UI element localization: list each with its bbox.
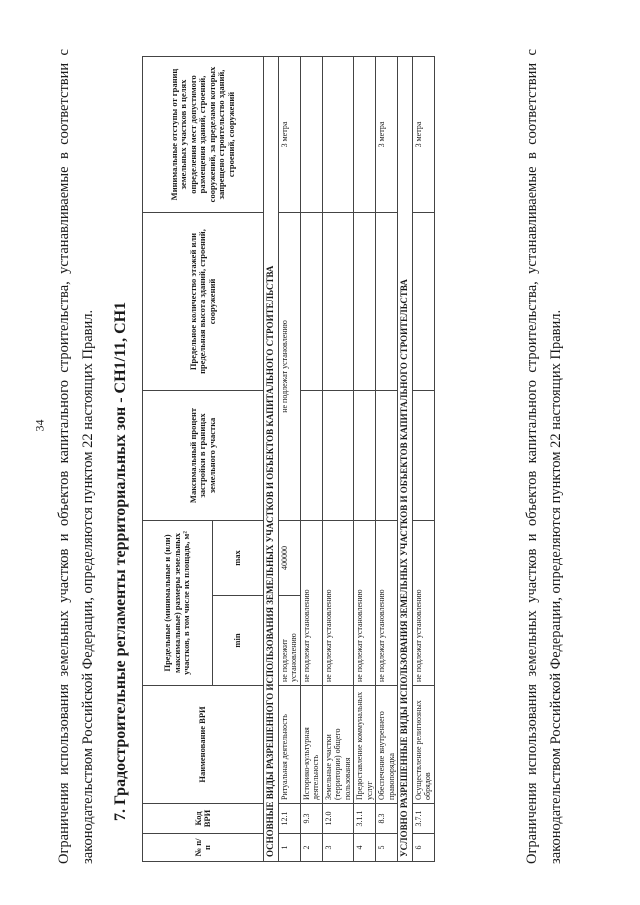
row-min: не подлежат установлению (300, 521, 322, 686)
header-percent: Максимальный процент застройки в границах земельного участка (143, 391, 264, 521)
row-num: 2 (300, 834, 322, 862)
header-setback: Минимальные отступы от границ земельных участков в целях определения мест допустимого размещения зданий, строений, сооружений, за пределами которых запрещено строительство зданий, строений, сооружений (143, 57, 264, 213)
row-code: 12.1 (278, 804, 300, 834)
table-row (300, 57, 322, 862)
row-percent (300, 391, 322, 521)
row-floors (322, 213, 354, 391)
row-min: не подлежит установлению (278, 596, 300, 686)
rotated-page-content (40, 36, 620, 876)
row-name: Историко-культурная деятельность (300, 686, 322, 804)
header-floors: Предельное количество этажей или предельная высота зданий, строений, сооружений (143, 213, 264, 391)
header-size: Предельные (минимальные и (или) максимальные) размеры земельных участков, в том числе их площадь, м² (143, 521, 213, 686)
row-name: Предоставление коммунальных услуг (354, 686, 376, 804)
table-row (376, 57, 398, 862)
closing-paragraph: Ограничения использования земельных участков и объектов капитального строительства, устанавливаемые в соответствии с законодательством Российской Федерации, определяются пунктом 22 настоящих Правил. (524, 49, 564, 864)
row-name: Земельные участки (территории) общего пользования (322, 686, 354, 804)
section-heading: 7. Градостроительные регламенты территориальных зон - СН1/11, СН1 (112, 301, 129, 821)
row-setback (322, 57, 354, 213)
row-floors (300, 213, 322, 391)
row-num: 1 (278, 834, 300, 862)
row-max: 400000 (278, 521, 300, 596)
table-row (278, 57, 300, 862)
row-percent (376, 391, 398, 521)
table-row (354, 57, 376, 862)
row-percent (322, 391, 354, 521)
header-code: Код ВРИ (143, 804, 264, 834)
row-code: 8.3 (376, 804, 398, 834)
header-num: № п/п (143, 834, 264, 862)
row-setback (300, 57, 322, 213)
table-row (322, 57, 354, 862)
row-code: 3.7.1 (412, 804, 434, 834)
row-min: не подлежат установлению (322, 521, 354, 686)
row-floors (354, 213, 376, 391)
row-percent-floors: не подлежат установлению (278, 213, 300, 521)
row-min: не подлежат установлению (412, 521, 434, 686)
row-setback: 3 метра (376, 57, 398, 213)
row-setback: 3 метра (278, 57, 300, 213)
row-num: 6 (412, 834, 434, 862)
row-min: не подлежат установлению (376, 521, 398, 686)
row-code: 9.3 (300, 804, 322, 834)
row-percent (354, 391, 376, 521)
section-conditional-title: УСЛОВНО РАЗРЕШЕННЫЕ ВИДЫ ИСПОЛЬЗОВАНИЯ ЗЕМЕЛЬНЫХ УЧАСТКОВ И ОБЪЕКТОВ КАПИТАЛЬНОГО СТРОИТЕЛЬСТВА (398, 57, 413, 862)
row-name: Обеспечение внутреннего правопорядка (376, 686, 398, 804)
row-code: 12.0 (322, 804, 354, 834)
header-name: Наименование ВРИ (143, 686, 264, 804)
row-floors (412, 213, 434, 391)
row-floors (376, 213, 398, 391)
header-min: min (213, 596, 264, 686)
regulations-table (142, 56, 435, 862)
row-setback: 3 метра (412, 57, 434, 213)
intro-paragraph: Ограничения использования земельных участков и объектов капитального строительства, устанавливаемые в соответствии с законодательством Российской Федерации, определяются пунктом 22 настоящих Правил. (56, 49, 96, 864)
row-code: 3.1.1 (354, 804, 376, 834)
header-max: max (213, 521, 264, 596)
row-name: Ритуальная деятельность (278, 686, 300, 804)
table-row (412, 57, 434, 862)
page-number: 34 (32, 419, 47, 432)
row-num: 3 (322, 834, 354, 862)
row-min: не подлежат установлению (354, 521, 376, 686)
row-percent (412, 391, 434, 521)
row-name: Осуществление религиозных обрядов (412, 686, 434, 804)
row-num: 5 (376, 834, 398, 862)
row-setback (354, 57, 376, 213)
section-main-title: ОСНОВНЫЕ ВИДЫ РАЗРЕШЕННОГО ИСПОЛЬЗОВАНИЯ ЗЕМЕЛЬНЫХ УЧАСТКОВ И ОБЪЕКТОВ КАПИТАЛЬНОГО СТРОИТЕЛЬСТВА (264, 57, 279, 862)
row-num: 4 (354, 834, 376, 862)
